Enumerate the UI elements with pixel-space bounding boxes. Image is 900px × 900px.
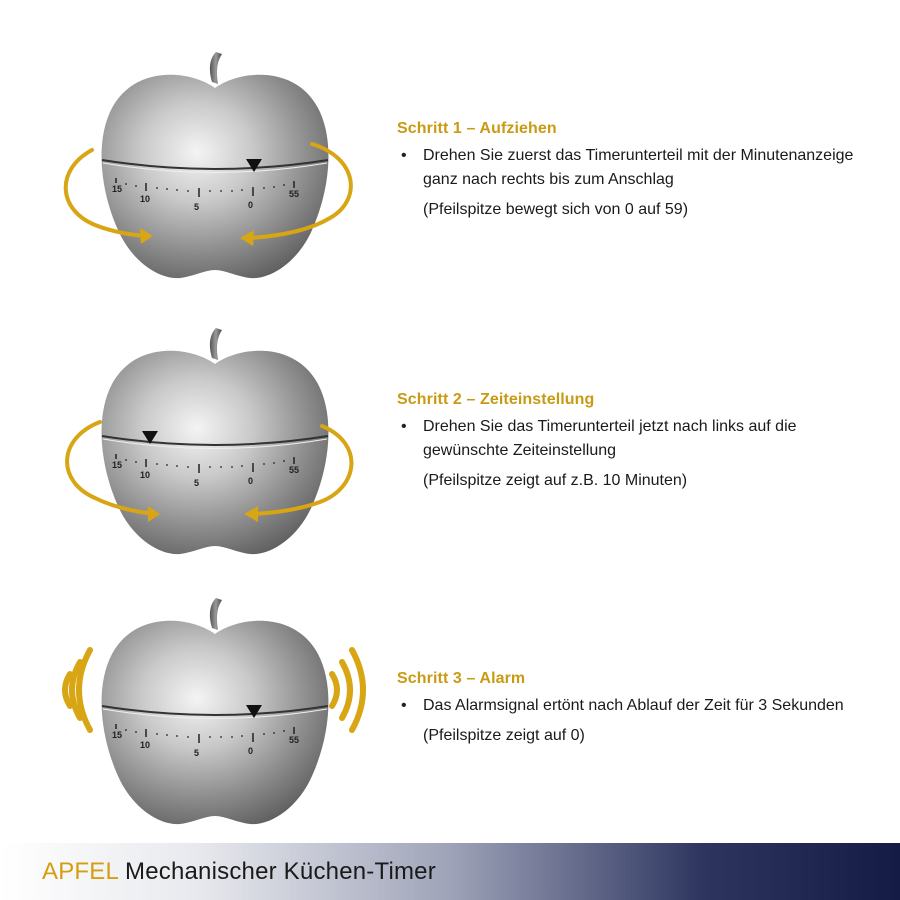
step-1-illustration <box>40 40 380 300</box>
step-1-note: (Pfeilspitze bewegt sich von 0 auf 59) <box>423 201 689 218</box>
footer-brand: APFEL <box>42 858 119 885</box>
dial-label-15: 15 <box>112 184 123 194</box>
step-3-title: Schritt 3 – Alarm <box>397 670 526 687</box>
footer-product-name <box>42 858 436 886</box>
footer-title: Mechanischer Küchen-Timer <box>125 858 436 885</box>
step-3-illustration <box>40 586 380 846</box>
dial-label-55: 55 <box>289 189 300 199</box>
dial-label-0: 0 <box>248 200 254 210</box>
apple-timer <box>102 598 329 824</box>
apple-timer <box>102 328 329 554</box>
dial-label-10: 10 <box>140 470 151 480</box>
apple-timer <box>102 52 329 278</box>
dial-label-15: 15 <box>112 460 123 470</box>
dial-label-0: 0 <box>248 746 254 756</box>
dial-label-10: 10 <box>140 194 151 204</box>
step-1-instruction: • Drehen Sie zuerst das Timerunterteil mit der Minutenanzeige ganz nach rechts bis zum Anschlag <box>397 144 877 192</box>
step-3-instruction: • Das Alarmsignal ertönt nach Ablauf der Zeit für 3 Sekunden <box>397 694 877 718</box>
step-3-text <box>397 670 877 748</box>
footer-banner <box>0 843 900 900</box>
dial-label-5: 5 <box>194 748 200 758</box>
dial-label-10: 10 <box>140 740 151 750</box>
step-1-title: Schritt 1 – Aufziehen <box>397 120 557 137</box>
step-2-illustration <box>40 316 380 576</box>
step-3-note: (Pfeilspitze zeigt auf 0) <box>423 727 585 744</box>
dial-label-55: 55 <box>289 465 300 475</box>
dial-label-5: 5 <box>194 202 200 212</box>
dial-label-0: 0 <box>248 476 254 486</box>
dial-label-15: 15 <box>112 730 123 740</box>
step-2-instruction: • Drehen Sie das Timerunterteil jetzt nach links auf die gewünschte Zeiteinstellung <box>397 415 877 463</box>
dial-label-5: 5 <box>194 478 200 488</box>
step-2-note: (Pfeilspitze zeigt auf z.B. 10 Minuten) <box>423 472 688 489</box>
dial-label-55: 55 <box>289 735 300 745</box>
step-2-title: Schritt 2 – Zeiteinstellung <box>397 391 595 408</box>
step-2-text <box>397 391 877 493</box>
step-1-text <box>397 120 877 222</box>
